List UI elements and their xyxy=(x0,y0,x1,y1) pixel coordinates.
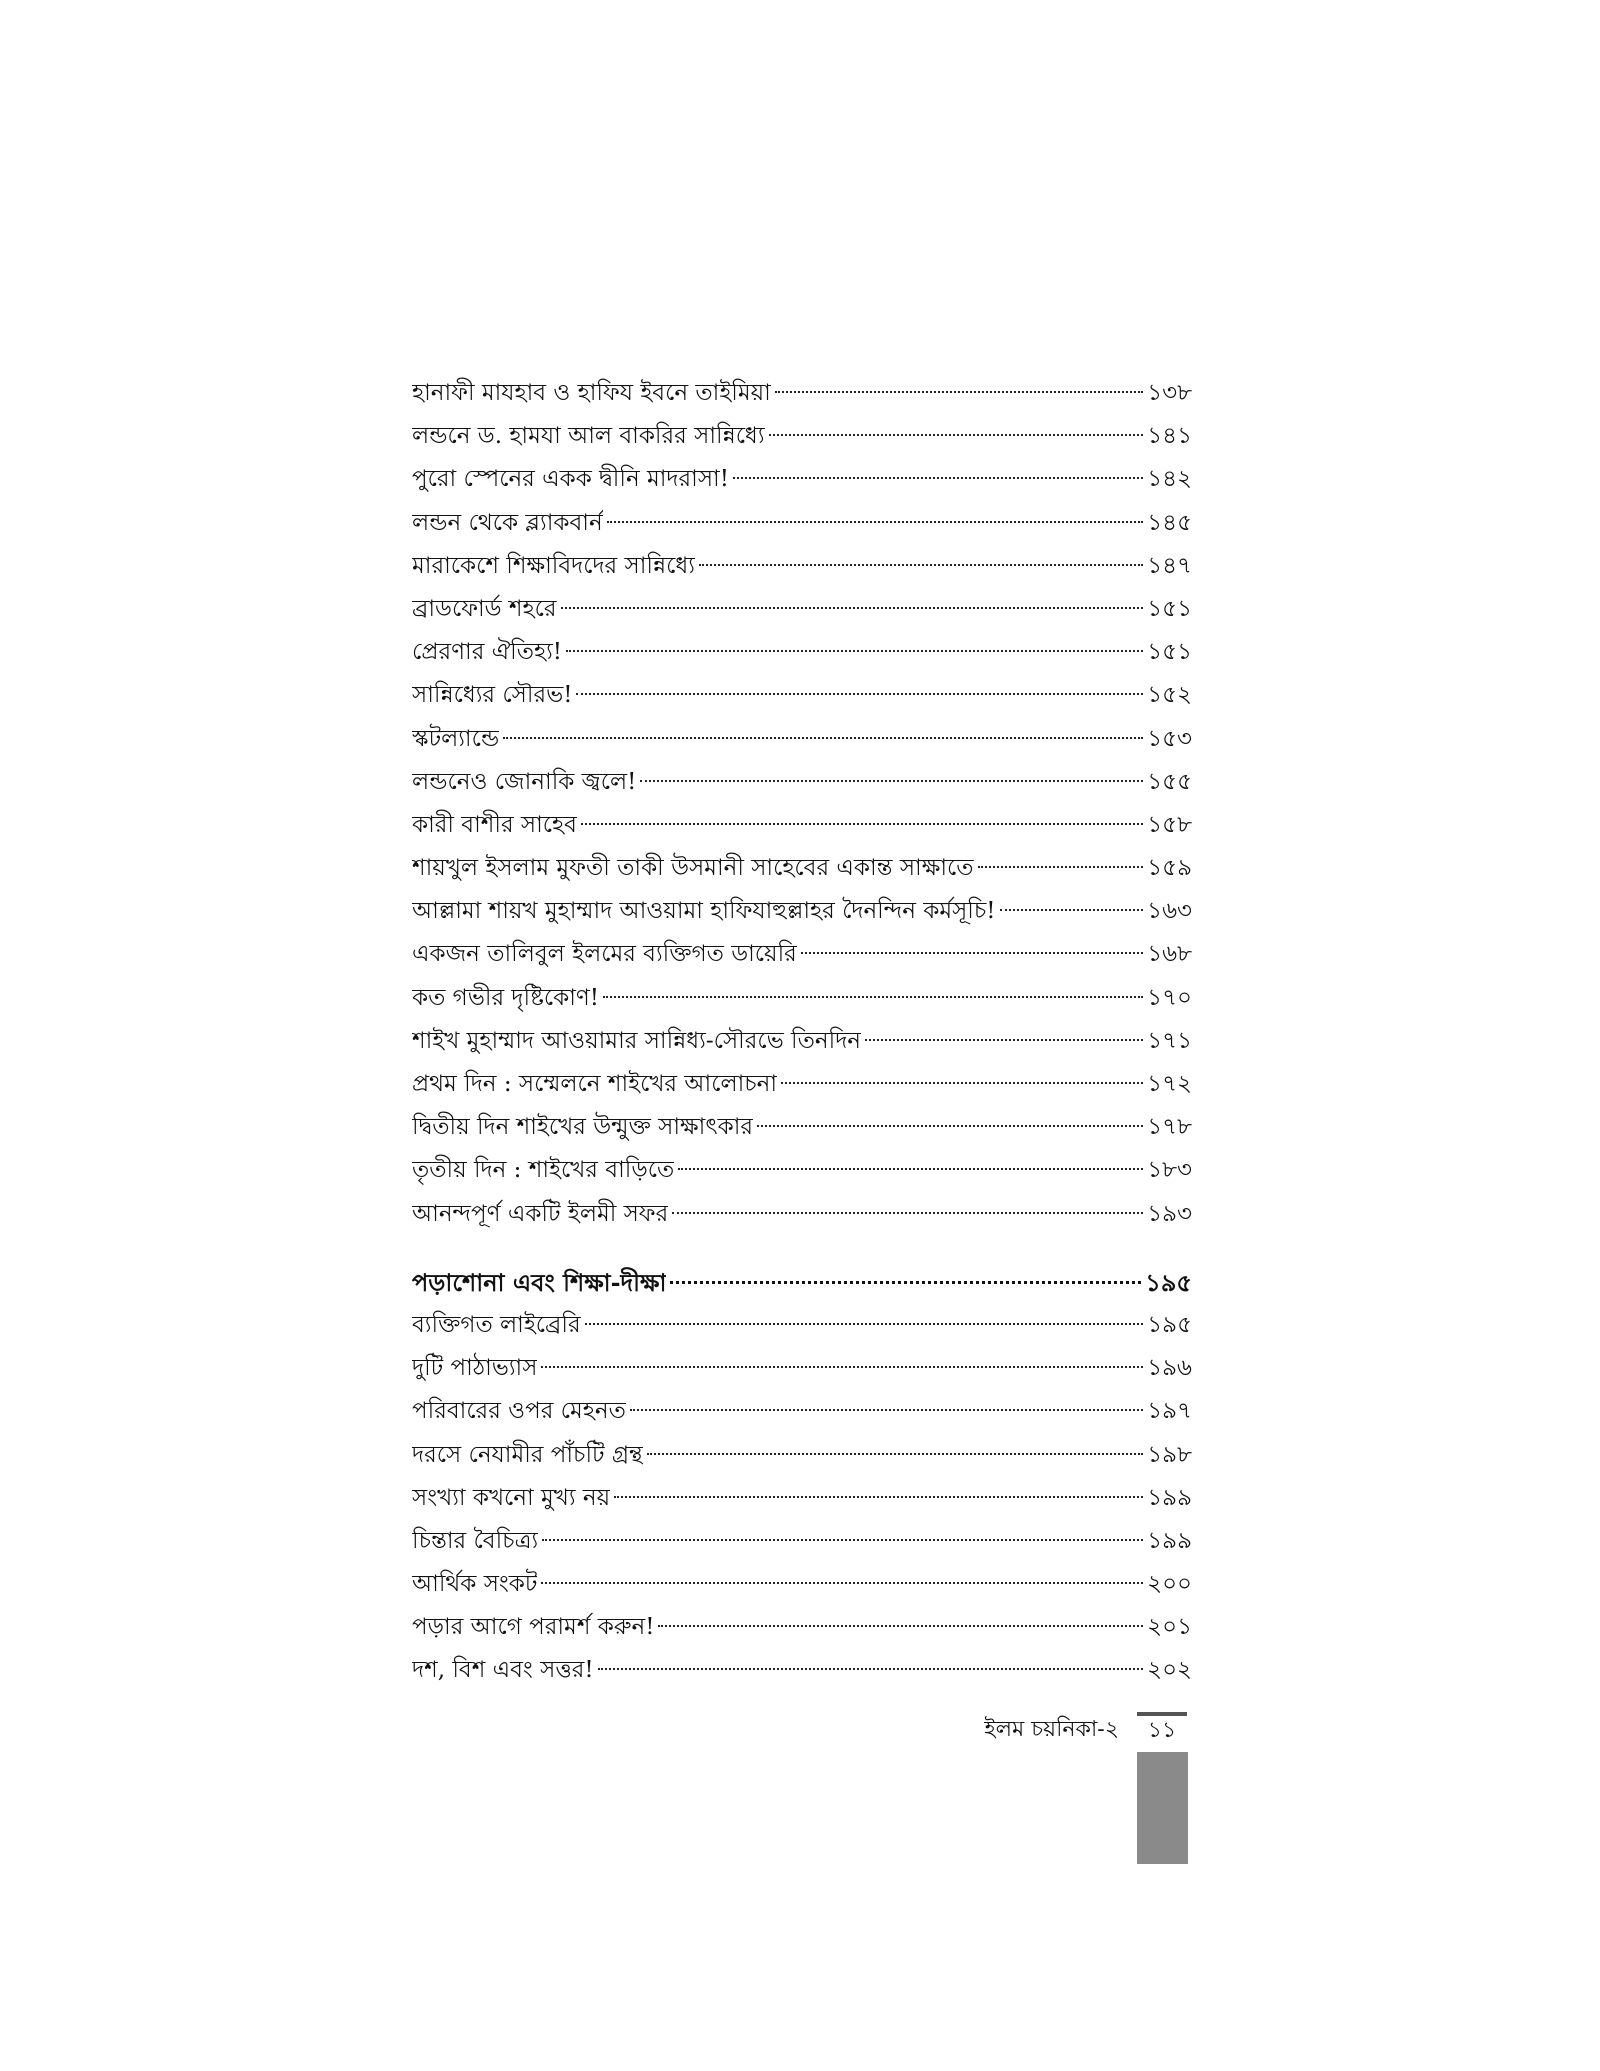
toc-entry xyxy=(412,1563,1192,1606)
toc-entry-page-number: ১৯৩ xyxy=(1147,1200,1192,1227)
page-edge-tab xyxy=(1137,1752,1188,1864)
toc-entry-title: শাইখ মুহাম্মাদ আওয়ামার সান্নিধ্য-সৌরভে তিনদিন xyxy=(412,1027,862,1054)
toc-entry-title: দুটি পাঠাভ্যাস xyxy=(412,1355,538,1382)
toc-entry xyxy=(412,1477,1192,1520)
toc-entry xyxy=(412,1304,1192,1347)
toc-entry xyxy=(412,631,1192,674)
toc-entry xyxy=(412,502,1192,545)
toc-entry-title: লন্ডনে ড. হামযা আল বাকরির সান্নিধ্যে xyxy=(412,423,765,450)
toc-entry-page-number: ১৯৮ xyxy=(1147,1441,1192,1468)
toc-entry xyxy=(412,1520,1192,1563)
toc-entry-page-number: ১৪৭ xyxy=(1147,552,1192,579)
toc-entry-page-number: ১৫২ xyxy=(1147,682,1192,709)
dot-leader xyxy=(503,737,1143,739)
toc-entry-page-number: ১৯৬ xyxy=(1147,1355,1192,1382)
toc-entry xyxy=(412,847,1192,890)
toc-entry-title: আনন্দপূর্ণ একটি ইলমী সফর xyxy=(412,1200,669,1227)
section-page-number: ১৯৫ xyxy=(1145,1267,1192,1297)
toc-entry-page-number: ১৭১ xyxy=(1147,1027,1192,1054)
toc-entry-title: পড়ার আগে পরামর্শ করুন! xyxy=(412,1614,655,1641)
toc-entry-title: হানাফী মাযহাব ও হাফিয ইবনে তাইমিয়া xyxy=(412,380,771,406)
dot-leader xyxy=(1000,909,1144,911)
dot-leader xyxy=(541,1582,1143,1584)
toc-entry xyxy=(412,1606,1192,1649)
toc-entry-page-number: ১৯৯ xyxy=(1147,1527,1192,1554)
dot-leader xyxy=(978,866,1144,868)
toc-entry-page-number: ১৫৫ xyxy=(1147,768,1192,795)
dot-leader xyxy=(801,952,1143,954)
toc-entry-title: লন্ডনেও জোনাকি জ্বলে! xyxy=(412,768,637,795)
toc-group-b xyxy=(412,1304,1192,1693)
toc-entry-page-number: ১৯৭ xyxy=(1147,1398,1192,1425)
toc-entry-title: স্কটল্যান্ডে xyxy=(412,725,500,752)
toc-entry-title: ব্রাডফোর্ড শহরে xyxy=(412,595,557,622)
toc-entry xyxy=(412,1063,1192,1106)
dot-leader xyxy=(781,1082,1143,1084)
toc-entry xyxy=(412,1347,1192,1390)
dot-leader xyxy=(865,1039,1143,1041)
toc-entry-page-number: ২০২ xyxy=(1147,1657,1192,1684)
toc-entry xyxy=(412,1390,1192,1433)
dot-leader xyxy=(658,1625,1143,1627)
dot-leader xyxy=(585,1323,1144,1325)
toc-entry-title: প্রেরণার ঐতিহ্য! xyxy=(412,639,563,666)
toc-group-a xyxy=(412,372,1192,1236)
toc-entry-title: তৃতীয় দিন : শাইখের বাড়িতে xyxy=(412,1157,675,1184)
toc-entry xyxy=(412,415,1192,458)
toc-entry-page-number: ১৭০ xyxy=(1147,984,1192,1011)
toc-entry-title: পরিবারের ওপর মেহনত xyxy=(412,1398,626,1425)
section-spacer xyxy=(412,1236,1192,1261)
dot-leader xyxy=(672,1212,1143,1214)
dot-leader xyxy=(630,1409,1143,1411)
toc-entry-title: ব্যক্তিগত লাইব্রেরি xyxy=(412,1311,581,1338)
dot-leader xyxy=(561,607,1144,609)
toc-entry-page-number: ১৯৯ xyxy=(1147,1484,1192,1511)
toc-entry xyxy=(412,933,1192,976)
dot-leader xyxy=(678,1168,1143,1170)
toc-entry-page-number: ১৫৮ xyxy=(1147,811,1192,838)
toc-entry-page-number: ১৩৮ xyxy=(1147,380,1192,406)
toc-entry-page-number: ১৬৩ xyxy=(1147,898,1192,925)
toc-entry-title: আর্থিক সংকট xyxy=(412,1571,538,1598)
toc-entry xyxy=(412,1193,1192,1236)
dot-leader xyxy=(647,1453,1144,1455)
table-of-contents xyxy=(412,372,1192,1693)
dot-leader xyxy=(542,1539,1143,1541)
toc-entry xyxy=(412,458,1192,501)
dot-leader xyxy=(640,780,1143,782)
toc-entry-title: লন্ডন থেকে ব্ল্যাকবার্ন xyxy=(412,509,603,536)
toc-entry-page-number: ১৫১ xyxy=(1147,639,1192,666)
dot-leader xyxy=(598,1668,1143,1670)
toc-entry-title: দশ, বিশ এবং সত্তর! xyxy=(412,1657,594,1684)
toc-entry xyxy=(412,977,1192,1020)
toc-entry-title: দ্বিতীয় দিন শাইখের উন্মুক্ত সাক্ষাৎকার xyxy=(412,1114,754,1141)
toc-entry xyxy=(412,718,1192,761)
toc-entry-page-number: ১৫১ xyxy=(1147,595,1192,622)
toc-entry-title: শায়খুল ইসলাম মুফতী তাকী উসমানী সাহেবের একান্ত সাক্ষাতে xyxy=(412,855,974,882)
book-title: ইলম চয়নিকা-২ xyxy=(984,1717,1119,1742)
toc-entry-page-number: ১৪২ xyxy=(1147,466,1192,493)
toc-entry xyxy=(412,1149,1192,1192)
toc-entry-title: মারাকেশে শিক্ষাবিদদের সান্নিধ্যে xyxy=(412,552,695,579)
dot-leader xyxy=(614,1496,1143,1498)
dot-leader xyxy=(733,477,1143,479)
toc-entry xyxy=(412,804,1192,847)
toc-entry xyxy=(412,1649,1192,1692)
toc-entry xyxy=(412,1020,1192,1063)
toc-entry-page-number: ২০০ xyxy=(1147,1571,1192,1598)
dot-leader xyxy=(775,391,1143,393)
dot-leader xyxy=(566,650,1143,652)
toc-entry-page-number: ১৭৮ xyxy=(1147,1114,1192,1141)
toc-entry-page-number: ১৮৩ xyxy=(1147,1157,1192,1184)
toc-entry-title: পুরো স্পেনের একক দ্বীনি মাদরাসা! xyxy=(412,466,729,493)
toc-entry xyxy=(412,1106,1192,1149)
toc-entry-title: একজন তালিবুল ইলমের ব্যক্তিগত ডায়েরি xyxy=(412,941,797,968)
toc-entry-page-number: ১৪৫ xyxy=(1147,509,1192,536)
toc-entry xyxy=(412,1434,1192,1477)
toc-entry-title: কারী বাশীর সাহেব xyxy=(412,811,577,838)
section-title: পড়াশোনা এবং শিক্ষা-দীক্ষা xyxy=(412,1267,667,1297)
toc-entry-page-number: ১৫৯ xyxy=(1147,855,1192,882)
toc-entry-title: সান্নিধ্যের সৌরভ! xyxy=(412,682,573,709)
toc-entry-page-number: ১৪১ xyxy=(1147,423,1192,450)
toc-entry xyxy=(412,372,1192,415)
toc-entry xyxy=(412,674,1192,717)
dot-leader xyxy=(670,1281,1141,1284)
toc-entry-title: প্রথম দিন : সম্মেলনে শাইখের আলোচনা xyxy=(412,1071,778,1097)
dot-leader xyxy=(757,1125,1143,1127)
toc-entry-title: চিন্তার বৈচিত্র্য xyxy=(412,1527,539,1554)
dot-leader xyxy=(699,564,1143,566)
toc-entry-page-number: ১৭২ xyxy=(1147,1071,1192,1097)
toc-entry-title: কত গভীর দৃষ্টিকোণ! xyxy=(412,984,600,1011)
toc-entry-title: দরসে নেযামীর পাঁচটি গ্রন্থ xyxy=(412,1441,643,1468)
dot-leader xyxy=(769,434,1144,436)
toc-entry-title: আল্লামা শায়খ মুহাম্মাদ আওয়ামা হাফিযাহুল্লাহর দৈনন্দিন কর্মসূচি! xyxy=(412,898,996,925)
dot-leader xyxy=(541,1366,1143,1368)
toc-entry xyxy=(412,890,1192,933)
dot-leader xyxy=(607,521,1144,523)
toc-entry-page-number: ২০১ xyxy=(1147,1614,1192,1641)
dot-leader xyxy=(581,823,1143,825)
dot-leader xyxy=(576,693,1143,695)
toc-entry-page-number: ১৯৫ xyxy=(1147,1311,1192,1338)
toc-entry xyxy=(412,588,1192,631)
toc-entry xyxy=(412,761,1192,804)
toc-entry xyxy=(412,545,1192,588)
toc-entry-page-number: ১৫৩ xyxy=(1147,725,1192,752)
page-number: ১১ xyxy=(1147,1718,1177,1743)
toc-entry-title: সংখ্যা কখনো মুখ্য নয় xyxy=(412,1484,611,1511)
dot-leader xyxy=(603,996,1143,998)
toc-section-heading xyxy=(412,1261,1192,1304)
toc-entry-page-number: ১৬৮ xyxy=(1147,941,1192,968)
